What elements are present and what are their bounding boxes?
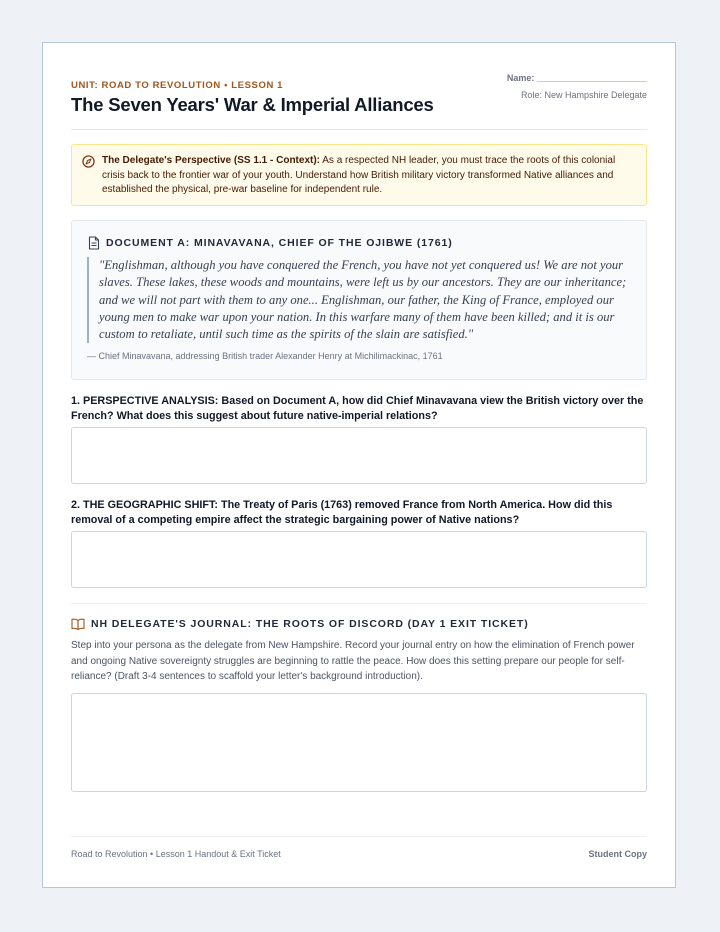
callout-label: The Delegate's Perspective (SS 1.1 - Context): — [102, 155, 321, 166]
perspective-callout — [71, 144, 647, 206]
question-1-text: 1. PERSPECTIVE ANALYSIS: Based on Document A, how did Chief Minavavana view the British victory over the French? What does this suggest about future native-imperial relations? — [71, 395, 644, 422]
compass-icon — [82, 155, 95, 168]
student-name-field[interactable]: Name: ______________________ — [506, 73, 647, 83]
footer-copy-label: Student Copy — [588, 849, 647, 859]
document-a-heading: DOCUMENT A: MINAVAVANA, CHIEF OF THE OJIBWE (1761) — [106, 237, 453, 249]
page-title: The Seven Years' War & Imperial Alliances — [71, 94, 434, 115]
document-icon — [88, 236, 100, 250]
unit-kicker: UNIT: ROAD TO REVOLUTION • LESSON 1 — [71, 80, 284, 91]
role-label: Role: New Hampshire Delegate — [520, 90, 647, 100]
journal-answer-box[interactable] — [71, 693, 647, 792]
journal-heading: NH DELEGATE'S JOURNAL: THE ROOTS OF DISCORD (DAY 1 EXIT TICKET) — [91, 618, 529, 630]
page-content — [71, 43, 647, 887]
document-a-panel — [71, 220, 647, 380]
question-2-answer-box[interactable] — [71, 531, 647, 588]
section-divider — [71, 603, 647, 604]
handout-page — [42, 42, 676, 888]
footer-lesson-label: Road to Revolution • Lesson 1 Handout & Exit Ticket — [71, 849, 281, 859]
question-2-text: 2. THE GEOGRAPHIC SHIFT: The Treaty of Paris (1763) removed France from North America. How did this removal of a competing empire affect the strategic bargaining power of Native nations? — [71, 499, 613, 526]
question-1-answer-box[interactable] — [71, 427, 647, 484]
header-divider — [71, 129, 647, 130]
journal-prompt: Step into your persona as the delegate from New Hampshire. Record your journal entry on how the elimination of French power and ongoing Native sovereignty struggles are beginning to rattle the peace. How does this setting prepare our people for self-reliance? (Draft 3-4 sentences to scaffold your letter's background introduction). — [71, 640, 635, 683]
open-book-icon — [71, 618, 85, 630]
document-a-quote: "Englishman, although you have conquered the French, you have not yet conquered us! We are not your slaves. These lakes, these woods and mountains, were left us by our ancestors. They are our inheritance; and we will not part with them to any one... Englishman, our father, the King of France, employed our young men to make war upon your nation. In this warfare many of them have been killed; and it is our custom to retaliate, until such time as the spirits of the slain are satisfied." — [87, 257, 634, 343]
document-a-attribution: — Chief Minavavana, addressing British trader Alexander Henry at Michilimackinac, 1761 — [87, 351, 443, 361]
footer-divider — [71, 836, 647, 837]
callout-text — [102, 154, 636, 198]
callout-body: As a respected NH leader, you must trace the roots of this colonial crisis back to the frontier war of your youth. Understand how British military victory transformed Native alliances and established the physical, pre-war baseline for independent rule. — [102, 155, 616, 195]
